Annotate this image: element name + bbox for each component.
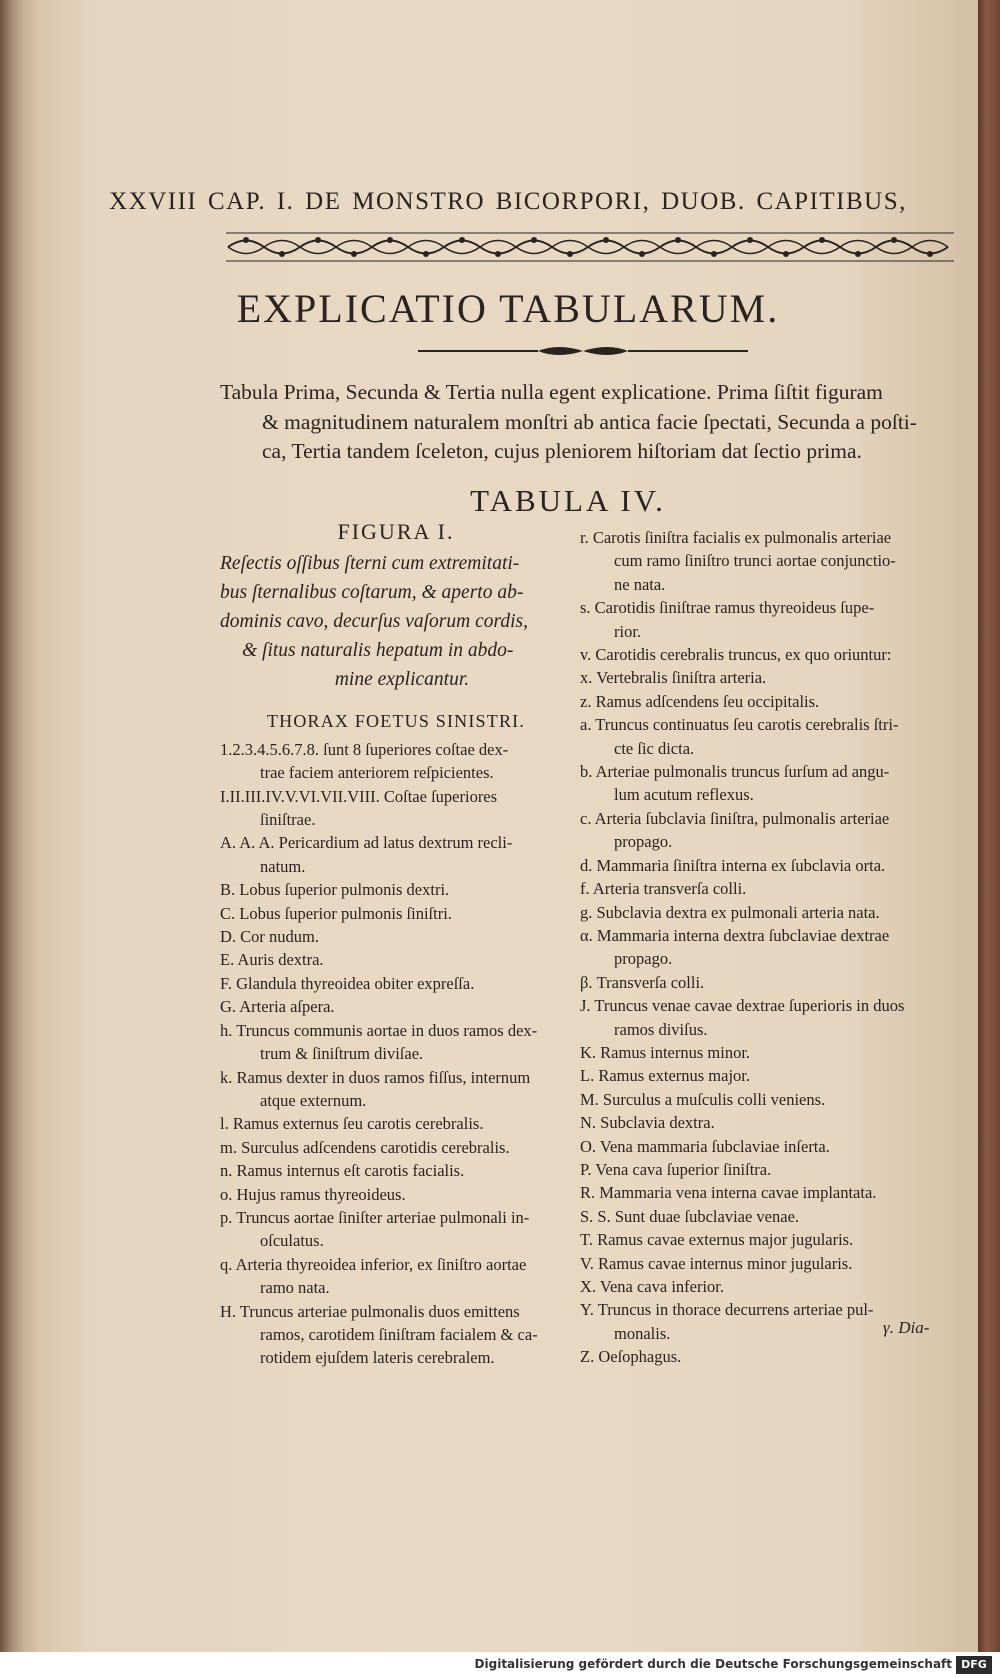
legend-entry [220, 1112, 572, 1135]
legend-entry-line: Z. Oeſophagus. [580, 1347, 682, 1367]
legend-entry-line: o. Hujus ramus thyreoideus. [220, 1184, 406, 1204]
legend-entry-line: P. Vena cava ſuperior ſiniſtra. [580, 1159, 772, 1179]
legend-entry-line: α. Mammaria interna dextra ſubclaviae dextrae [580, 925, 890, 945]
legend-entry-line: natum. [260, 856, 306, 876]
legend-entry-line: F. Glandula thyreoidea obiter expreſſa. [220, 973, 475, 993]
figura-desc-line: & ſitus naturalis hepatum in abdo- [242, 640, 514, 662]
legend-entry-line: K. Ramus internus minor. [580, 1042, 751, 1062]
legend-entry [580, 526, 960, 596]
figura-heading: FIGURA I. [337, 519, 455, 544]
legend-entry-line: h. Truncus communis aortae in duos ramos dex- [220, 1020, 538, 1040]
legend-entry [220, 995, 572, 1018]
legend-entry-line: X. Vena cava inferior. [580, 1277, 725, 1296]
legend-entry-line: b. Arteriae pulmonalis truncus ſurſum ad angu- [580, 762, 890, 782]
legend-entry [580, 596, 960, 643]
legend-entry [580, 760, 960, 807]
legend-entry [580, 1088, 960, 1111]
legend-entry-line: propago. [614, 949, 673, 969]
legend-entry [220, 948, 572, 971]
legend-entry [220, 972, 572, 995]
thorax-heading: THORAX FOETUS SINISTRI. [266, 711, 526, 732]
legend-entry-line: H. Truncus arteriae pulmonalis duos emittens [220, 1301, 520, 1321]
legend-entry-line: N. Subclavia dextra. [580, 1113, 715, 1133]
legend-entry-line: Y. Truncus in thorace decurrens arteriae pul- [580, 1300, 874, 1320]
figura-desc-line: dominis cavo, decurſus vaſorum cordis, [220, 611, 528, 633]
main-title: EXPLICATIO TABULARUM. [236, 286, 780, 331]
legend-entry-line: q. Arteria thyreoidea inferior, ex ſiniſtro aortae [220, 1254, 527, 1274]
left-column [220, 520, 572, 1370]
legend-entry [580, 1064, 960, 1087]
legend-entry [580, 1181, 960, 1204]
figura-description [220, 549, 572, 694]
legend-entry-line: B. Lobus ſuperior pulmonis dextri. [220, 880, 450, 900]
legend-entry-line: R. Mammaria vena interna cavae implantata. [580, 1183, 877, 1203]
legend-entry [220, 1253, 572, 1300]
legend-entry [580, 924, 960, 971]
intro-line: & magnitudinem naturalem monſtri ab antica facie ſpectati, Secunda a poſti- [262, 409, 917, 434]
legend-entry-line: rotidem ejuſdem lateris cerebralem. [260, 1348, 495, 1368]
legend-entry [220, 738, 572, 785]
legend-entry-line: I.II.III.IV.V.VI.VII.VIII. Coſtae ſuperiores [220, 786, 498, 806]
legend-entry [220, 1183, 572, 1206]
legend-entry-line: D. Cor nudum. [220, 927, 319, 947]
legend-entry [220, 1136, 572, 1159]
legend-entry-line: ne nata. [614, 574, 666, 594]
legend-entry [580, 690, 960, 713]
legend-entry-line: r. Carotis ſiniſtra facialis ex pulmonalis arteriae [580, 528, 892, 547]
catchword: γ. Dia- [883, 1318, 930, 1337]
legend-entry-line: trae faciem anteriorem reſpicientes. [260, 763, 494, 783]
legend-entry-line: L. Ramus externus major. [580, 1066, 751, 1086]
left-legend-list [220, 738, 572, 1370]
ornament-band [226, 232, 954, 262]
figura-desc-line: Reſectis oſſibus ſterni cum extremitati- [220, 553, 520, 575]
legend-entry [580, 1228, 960, 1251]
legend-entry [220, 1066, 572, 1113]
legend-entry-line: E. Auris dextra. [220, 950, 324, 970]
legend-entry-line: c. Arteria ſubclavia ſiniſtra, pulmonalis arteriae [580, 808, 890, 828]
legend-entry [220, 785, 572, 832]
legend-entry-line: cte ſic dicta. [614, 738, 695, 758]
legend-entry-line: a. Truncus continuatus ſeu carotis cerebralis ſtri- [580, 715, 899, 735]
legend-entry-line: k. Ramus dexter in duos ramos fiſſus, internum [220, 1067, 531, 1087]
legend-entry [580, 1345, 960, 1368]
footer-text: Digitalisierung gefördert durch die Deutsche Forschungsgemeinschaft [474, 1657, 952, 1671]
legend-entry [580, 1041, 960, 1064]
legend-entry-line: ramos, carotidem ſiniſtram facialem & ca- [260, 1324, 538, 1344]
legend-entry [220, 902, 572, 925]
legend-entry [580, 643, 960, 666]
legend-entry [220, 1159, 572, 1182]
legend-entry-line: v. Carotidis cerebralis truncus, ex quo oriuntur: [580, 645, 892, 665]
legend-entry-line: M. Surculus a muſculis colli veniens. [580, 1089, 826, 1109]
legend-entry-line: T. Ramus cavae externus major jugularis. [580, 1230, 854, 1250]
tabula-heading: TABULA IV. [470, 483, 666, 518]
dfg-logo: DFG [956, 1656, 992, 1674]
figura-desc-line: bus ſternalibus coſtarum, & aperto ab- [220, 582, 524, 604]
legend-entry-line: G. Arteria aſpera. [220, 997, 335, 1017]
legend-entry [580, 1111, 960, 1134]
legend-entry [580, 901, 960, 924]
legend-entry [580, 713, 960, 760]
legend-entry-line: rior. [614, 621, 642, 641]
legend-entry [580, 971, 960, 994]
legend-entry-line: m. Surculus adſcendens carotidis cerebralis. [220, 1137, 510, 1157]
legend-entry-line: p. Truncus aortae ſiniſter arteriae pulmonali in- [220, 1207, 530, 1227]
legend-entry-line: l. Ramus externus ſeu carotis cerebralis. [220, 1114, 484, 1134]
legend-entry [580, 854, 960, 877]
legend-entry [220, 878, 572, 901]
legend-entry-line: monalis. [614, 1323, 671, 1343]
legend-entry [580, 877, 960, 900]
legend-entry-line: d. Mammaria ſiniſtra interna ex ſubclavia orta. [580, 855, 886, 875]
legend-entry-line: z. Ramus adſcendens ſeu occipitalis. [580, 691, 820, 711]
title-rule-ornament [418, 343, 748, 359]
intro-paragraph [220, 378, 960, 467]
legend-entry-line: oſculatus. [260, 1231, 324, 1251]
legend-entry-line: J. Truncus venae cavae dextrae ſuperioris in duos [580, 996, 905, 1016]
book-spine [978, 0, 1000, 1652]
legend-entry-line: cum ramo ſiniſtro trunci aortae conjunctio- [614, 551, 896, 571]
legend-entry-line: s. Carotidis ſiniſtrae ramus thyreoideus ſupe- [580, 598, 875, 618]
legend-entry-line: β. Transverſa colli. [580, 972, 705, 992]
legend-entry-line: n. Ramus internus eſt carotis facialis. [220, 1161, 465, 1181]
intro-line: ca, Tertia tandem ſceleton, cujus pleniorem hiſtoriam dat ſectio prima. [262, 439, 862, 463]
legend-entry-line: O. Vena mammaria ſubclaviae inſerta. [580, 1136, 830, 1156]
legend-entry-line: ſiniſtrae. [260, 810, 316, 830]
legend-entry-line: 1.2.3.4.5.6.7.8. ſunt 8 ſuperiores coſtae dex- [220, 739, 509, 759]
legend-entry-line: A. A. A. Pericardium ad latus dextrum recli- [220, 833, 513, 853]
legend-entry-line: trum & ſiniſtrum diviſae. [260, 1044, 424, 1064]
figura-desc-line: mine explicantur. [334, 669, 470, 691]
legend-entry [580, 807, 960, 854]
legend-entry [580, 1205, 960, 1228]
legend-entry-line: S. S. Sunt duae ſubclaviae venae. [580, 1206, 800, 1226]
legend-entry-line: V. Ramus cavae internus minor jugularis. [580, 1253, 853, 1273]
legend-entry-line: lum acutum reflexus. [614, 785, 754, 805]
right-column [580, 526, 960, 1369]
legend-entry [220, 831, 572, 878]
legend-entry-line: x. Vertebralis ſiniſtra arteria. [580, 668, 767, 688]
page [38, 0, 978, 1652]
legend-entry [580, 994, 960, 1041]
legend-entry [580, 666, 960, 689]
page-stack-edge [0, 0, 40, 1652]
legend-entry-line: propago. [614, 832, 673, 852]
legend-entry-line: C. Lobus ſuperior pulmonis ſiniſtri. [220, 903, 452, 923]
legend-entry [580, 1158, 960, 1181]
legend-entry [220, 1019, 572, 1066]
legend-entry-line: ramo nata. [260, 1278, 330, 1298]
legend-entry [220, 1206, 572, 1253]
running-head: XXVIII CAP. I. DE MONSTRO BICORPORI, DUOB. CAPITIBUS, [109, 188, 907, 215]
right-legend-list [580, 526, 960, 1369]
intro-line: Tabula Prima, Secunda & Tertia nulla egent explicatione. Prima ſiſtit figuram [220, 380, 883, 404]
legend-entry-line: g. Subclavia dextra ex pulmonali arteria nata. [580, 902, 880, 922]
legend-entry [220, 1300, 572, 1370]
legend-entry [580, 1252, 960, 1275]
legend-entry [580, 1275, 960, 1298]
legend-entry-line: atque externum. [260, 1090, 367, 1110]
legend-entry [580, 1135, 960, 1158]
footer-bar [0, 1652, 1000, 1678]
legend-entry [220, 925, 572, 948]
legend-entry-line: ramos diviſus. [614, 1019, 708, 1039]
legend-entry-line: f. Arteria transverſa colli. [580, 879, 747, 899]
